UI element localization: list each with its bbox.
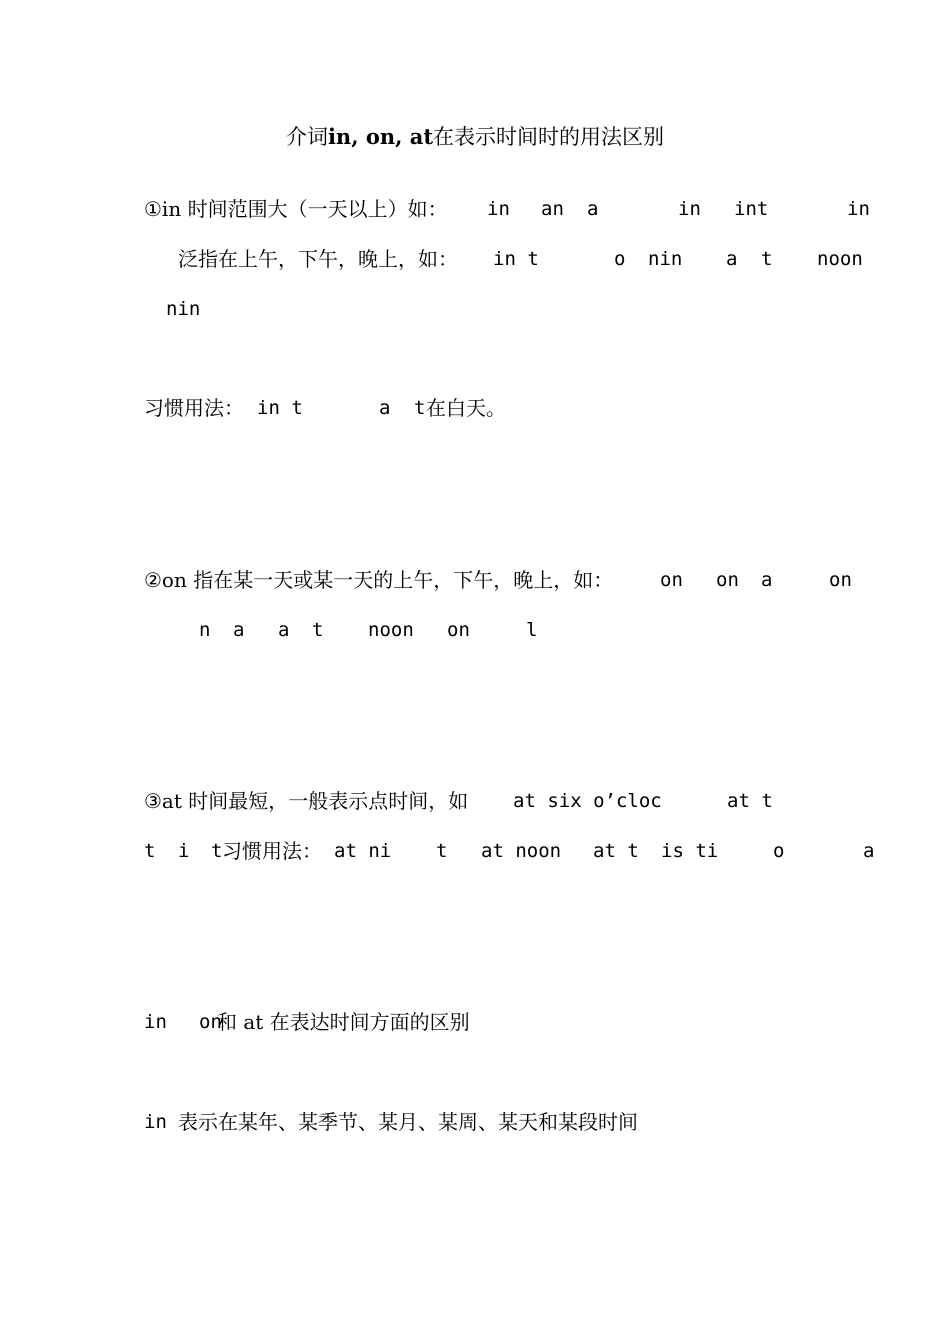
on-example: on (447, 619, 470, 641)
at-habit-example: a (863, 840, 875, 862)
in-example: in t (493, 248, 539, 270)
at-habit-example: at ni (334, 840, 392, 862)
in-example: in (847, 198, 870, 220)
at-habit-example: is ti (661, 840, 719, 862)
on-example: n (199, 619, 211, 641)
on-rule-lead: ②on 指在某一天或某一天的上午，下午，晚上，如： (144, 568, 614, 592)
in-habit-lead: 习惯用法： (144, 396, 244, 420)
on-example: l (526, 619, 538, 641)
at-rule-lead: ③at 时间最短，一般表示点时间，如 (144, 789, 475, 813)
on-example: on (829, 569, 852, 591)
title-bold: in, on, at (327, 124, 434, 149)
compare-fragment: on (199, 1011, 222, 1033)
at-habit-example: o (773, 840, 785, 862)
in-habit-tail: 在白天。 (426, 396, 506, 420)
at-habit-lead: 习惯用法： (222, 839, 322, 863)
at-habit-example: at noon (481, 840, 562, 862)
in-example: an (541, 198, 564, 220)
in-example: a (587, 198, 599, 220)
title-suffix: 在表示时间时的用法区别 (433, 125, 665, 149)
in-example: t (761, 248, 773, 270)
in-example: nin (648, 248, 683, 270)
in-summary-fragment: in (144, 1111, 167, 1133)
in-summary-text: 表示在某年、某季节、某月、某周、某天和某段时间 (178, 1110, 638, 1134)
on-example: on (716, 569, 739, 591)
at-fragment: t (144, 840, 156, 862)
on-example: noon (368, 619, 414, 641)
compare-heading: 和 at 在表达时间方面的区别 (217, 1010, 470, 1034)
page-title (0, 124, 950, 150)
in-habit-example: a (379, 397, 391, 419)
in-example: in (487, 198, 510, 220)
in-habit-example: in t (257, 397, 303, 419)
in-example: a (726, 248, 738, 270)
at-habit-example: t (436, 840, 448, 862)
in-rule-lead: ①in 时间范围大（一天以上）如： (144, 197, 448, 221)
in-example: o (614, 248, 626, 270)
in-habit-example: t (414, 397, 426, 419)
in-example: noon (817, 248, 863, 270)
in-example: in (678, 198, 701, 220)
in-example: int (734, 198, 769, 220)
in-rule-line3: nin (166, 298, 201, 320)
on-example: a (278, 619, 290, 641)
at-fragment: i (178, 840, 190, 862)
title-prefix: 介词 (285, 125, 328, 149)
on-example: a (233, 619, 245, 641)
at-example: at t (727, 790, 773, 812)
in-rule-line2: 泛指在上午，下午，晚上，如： (178, 247, 458, 271)
compare-fragment: in (144, 1011, 167, 1033)
on-example: a (761, 569, 773, 591)
at-fragment: t (211, 840, 223, 862)
at-habit-example: at t (593, 840, 639, 862)
at-example: at six o’cloc (513, 790, 662, 812)
on-example: t (312, 619, 324, 641)
on-example: on (660, 569, 683, 591)
